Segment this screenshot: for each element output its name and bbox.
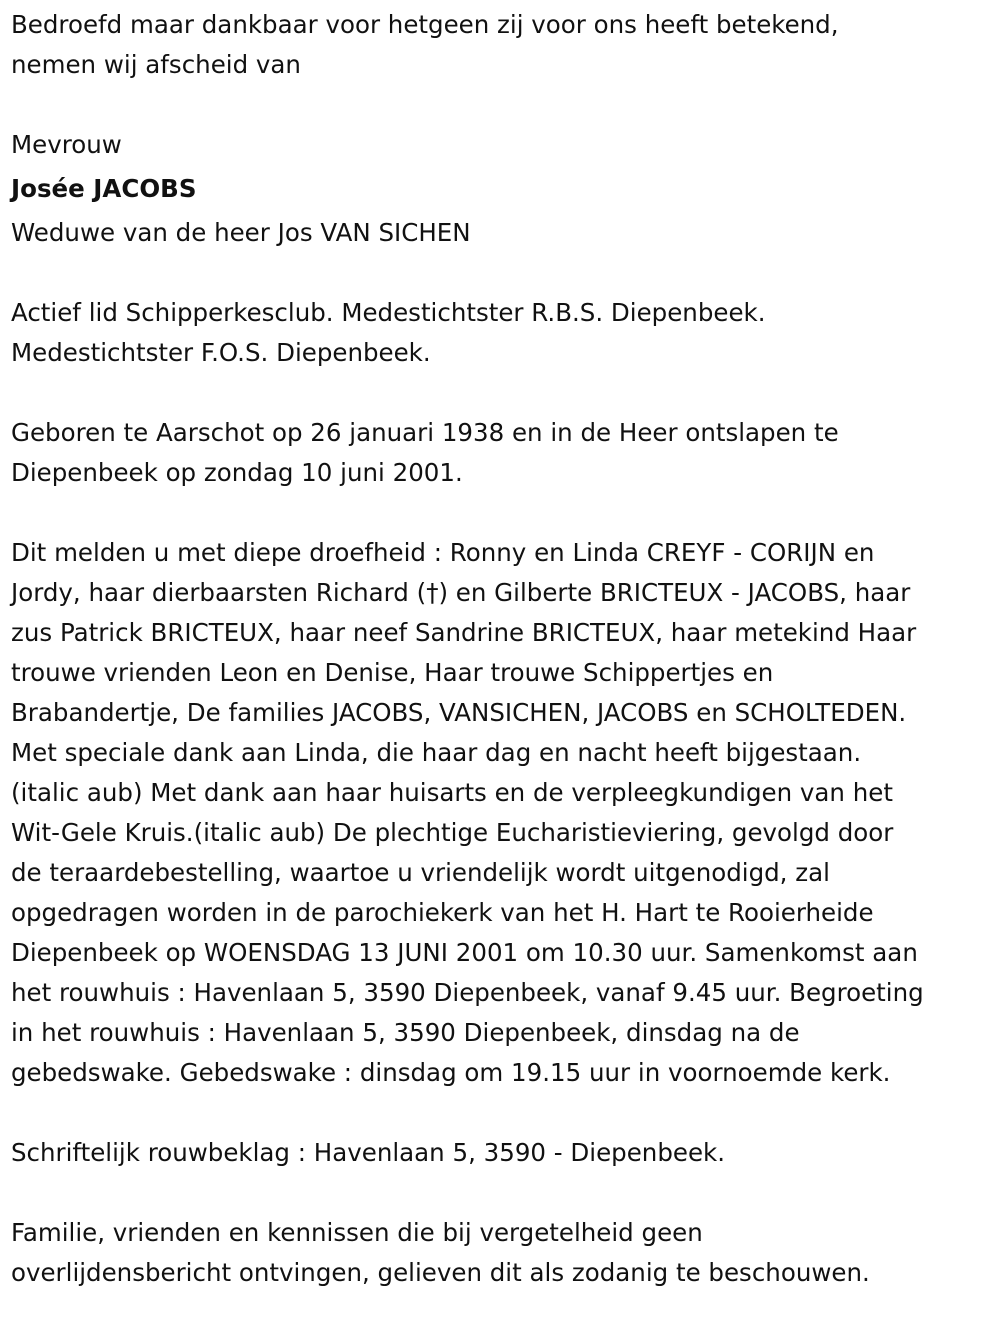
spacer xyxy=(11,253,993,293)
obituary-document xyxy=(11,5,993,1293)
spacer xyxy=(11,1093,993,1133)
birth-death-text: Geboren te Aarschot op 26 januari 1938 en in de Heer ontslapen te Diepenbeek op zondag 10 juni 2001. xyxy=(11,418,839,487)
spacer xyxy=(11,85,993,125)
widow-of-text: Weduwe van de heer Jos VAN SICHEN xyxy=(11,218,471,247)
activities-text: Actief lid Schipperkesclub. Medestichtster R.B.S. Diepenbeek. Medestichtster F.O.S. Diepenbeek. xyxy=(11,298,766,367)
deceased-name: Josée JACOBS xyxy=(11,174,197,203)
spacer xyxy=(11,493,993,533)
salutation: Mevrouw xyxy=(11,130,122,159)
spacer xyxy=(11,1173,993,1213)
condolences-text: Schriftelijk rouwbeklag : Havenlaan 5, 3590 - Diepenbeek. xyxy=(11,1138,725,1167)
intro-text: Bedroefd maar dankbaar voor hetgeen zij voor ons heeft betekend, nemen wij afscheid van xyxy=(11,10,839,79)
announcement-text: Dit melden u met diepe droefheid : Ronny en Linda CREYF - CORIJN en Jordy, haar dierbaarsten Richard (†) en Gilberte BRICTEUX - JACOBS, haar zus Patrick BRICTEUX, haar neef Sandrine BRICTEUX, haar metekind Haar trouwe vrienden Leon en Denise, Haar trouwe Schippertjes en Brabandertje, De families JACOBS, VANSICHEN, JACOBS en SCHOLTEDEN. Met speciale dank aan Linda, die haar dag en nacht heeft bijgestaan. (italic aub) Met dank aan haar huisarts en de verpleegkundigen van het Wit-Gele Kruis.(italic aub) De plechtige Eucharistieviering, gevolgd door de teraardebestelling, waartoe u vriendelijk wordt uitgenodigd, zal opgedragen worden in de parochiekerk van het H. Hart te Rooierheide Diepenbeek op WOENSDAG 13 JUNI 2001 om 10.30 uur. Samenkomst aan het rouwhuis : Havenlaan 5, 3590 Diepenbeek, vanaf 9.45 uur. Begroeting in het rouwhuis : Havenlaan 5, 3590 Diepenbeek, dinsdag na de gebedswake. Gebedswake : dinsdag om 19.15 uur in voornoemde kerk. xyxy=(11,538,924,1087)
closing-text: Familie, vrienden en kennissen die bij vergetelheid geen overlijdensbericht ontvingen, gelieven dit als zodanig te beschouwen. xyxy=(11,1218,870,1287)
spacer xyxy=(11,373,993,413)
